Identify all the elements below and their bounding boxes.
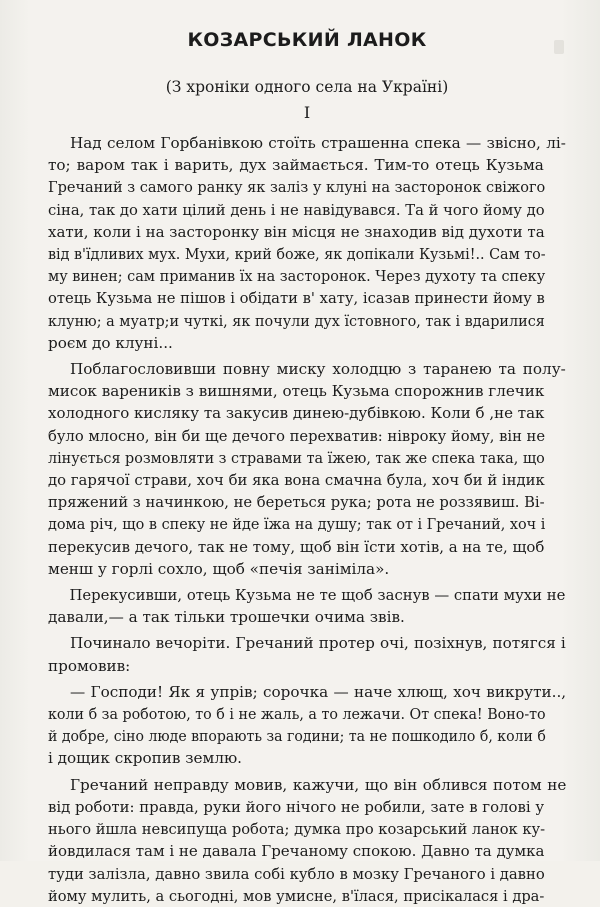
text-line: Гречаний неправду мовив, кажучи, що він облився потом не — [70, 775, 567, 794]
text-line: му винен; сам приманив їх на засторонок. Через духоту та спеку — [48, 267, 546, 286]
paragraph — [48, 632, 566, 676]
text-line: мисок вареників з вишнями, отець Кузьма спорожнив глечик — [48, 382, 545, 401]
text-line: йому мулить, а сьогодні, мов умисне, в'їлася, присікалася і дра- — [48, 886, 545, 905]
text-line: до гарячої страви, хоч би яка вона смачна була, хоч би й індик — [48, 471, 545, 490]
text-line: менш у горлі сохло, щоб «печія заніміла». — [48, 559, 390, 578]
text-line: Поблагословивши повну миску холодцю з таранею та полу- — [70, 360, 566, 379]
text-line: холодного кисляку та закусив динею-дубівкою. Коли б ,не так — [48, 404, 545, 423]
paragraph — [48, 584, 566, 628]
story-title: КОЗАРСЬКИЙ ЛАНОК — [187, 29, 427, 51]
text-line: коли б за роботою, то б і не жаль, а то лежачи. От спека! Воно-то — [48, 705, 546, 724]
page-edge-mark — [554, 40, 564, 54]
text-line: від роботи: правда, руки його нічого не робили, зате в голові у — [48, 797, 545, 816]
text-line: лінується розмовляти з стравами та їжею, так же спека така, що — [48, 448, 545, 467]
text-line: йовдилася там і не давала Гречаному спокою. Давно та думка — [48, 842, 545, 861]
text-line: — Господи! Як я упрів; сорочка — наче хлющ, хоч викрути.., — [70, 682, 567, 701]
text-line: сіна, так до хати цілий день і не навідувався. Та й чого йому до — [48, 200, 545, 219]
text-line: давали,— а так тільки трошечки очима звів. — [48, 608, 405, 627]
text-line: отець Кузьма не пішов і обідати в' хату, ісазав принести йому в — [48, 289, 545, 308]
text-line: то; варом так і варить, дух займається. Тим-то отець Кузьма — [48, 156, 544, 175]
paragraph — [48, 132, 566, 354]
text-line: Починало вечоріти. Гречаний протер очі, позіхнув, потягся і — [70, 634, 566, 653]
text-line: Над селом Горбанівкою стоїть страшенна спека — звісно, лі- — [70, 134, 566, 152]
text-line: роєм до клуні... — [48, 333, 173, 352]
text-line: клуню; а муатр;и чуткі, як почули дух їстовного, так і вдарилися — [48, 311, 545, 330]
text-line: хати, коли і на засторонку він місця не знаходив від духоти та — [48, 222, 545, 241]
paragraph — [48, 358, 566, 580]
chapter-number: I — [303, 103, 311, 122]
story-subtitle: (З хроніки одного села на Україні) — [165, 78, 449, 96]
text-line: Гречаний з самого ранку як заліз у клуні на засторонок свіжого — [48, 178, 546, 197]
text-line: й добре, сіно люде впорають за години; та не пошкодило б, коли б — [48, 727, 546, 746]
text-line: пряжений з начинкою, не береться рука; рота не роззявиш. Ві- — [48, 493, 545, 512]
text-line: промовив: — [48, 656, 131, 675]
text-line: туди залізла, давно звила собі кубло в мозку Гречаного і давно — [48, 864, 545, 883]
story-body — [48, 132, 566, 907]
text-line: Перекусивши, отець Кузьма не те щоб заснув — спати мухи не — [69, 586, 566, 605]
text-line: перекусив дечого, так не тому, щоб він їсти хотів, а на те, щоб — [48, 537, 545, 556]
text-line: і дощик скропив землю. — [48, 749, 243, 768]
text-line: від в'їдливих мух. Мухи, крий боже, як допікали Кузьмі!.. Сам то- — [48, 245, 546, 264]
paragraph — [48, 774, 566, 907]
paragraph — [48, 681, 566, 770]
text-line: дома річ, що в спеку не йде їжа на душу; так от і Гречаний, хоч і — [48, 515, 546, 534]
text-line: нього йшла невсипуща робота; думка про козарський ланок ку- — [48, 820, 546, 839]
text-line: було млосно, він би ще дечого перехватив: нівроку йому, він не — [48, 426, 546, 445]
